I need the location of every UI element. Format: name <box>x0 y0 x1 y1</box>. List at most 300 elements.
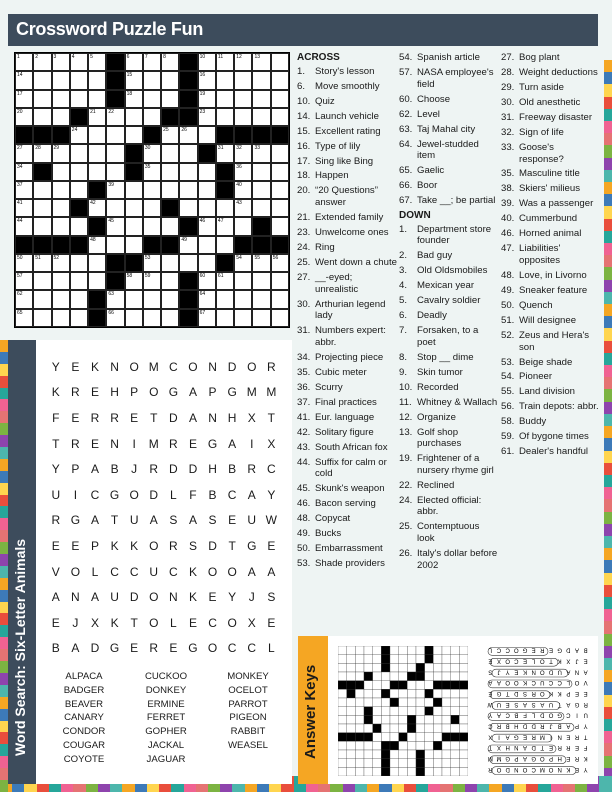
crossword-cell[interactable] <box>88 126 106 144</box>
word-search-letter[interactable]: L <box>170 615 177 630</box>
word-search-letter[interactable]: O <box>149 590 159 605</box>
word-search-letter[interactable]: G <box>247 538 257 553</box>
word-search-letter[interactable]: R <box>110 410 119 425</box>
word-search-letter[interactable]: N <box>71 590 80 605</box>
word-search-letter[interactable]: O <box>227 564 237 579</box>
crossword-cell[interactable] <box>15 254 33 272</box>
crossword-cell[interactable] <box>234 309 252 327</box>
crossword-cell[interactable] <box>252 309 270 327</box>
crossword-cell[interactable] <box>15 309 33 327</box>
crossword-cell[interactable] <box>52 90 70 108</box>
crossword-cell[interactable] <box>198 199 216 217</box>
crossword-cell[interactable] <box>52 181 70 199</box>
crossword-cell[interactable] <box>234 163 252 181</box>
crossword-cell[interactable] <box>70 90 88 108</box>
word-search-letter[interactable]: R <box>247 462 257 477</box>
word-search-letter[interactable]: E <box>208 590 217 605</box>
crossword-cell[interactable] <box>216 71 234 89</box>
crossword-cell[interactable] <box>234 71 252 89</box>
crossword-cell[interactable] <box>198 90 216 108</box>
word-search-letter[interactable]: B <box>208 487 217 502</box>
crossword-cell[interactable] <box>216 290 234 308</box>
word-search-letter[interactable]: E <box>90 436 99 451</box>
crossword-cell[interactable] <box>252 272 270 290</box>
word-search-letter[interactable]: K <box>110 538 119 553</box>
crossword-cell[interactable] <box>252 181 270 199</box>
crossword-cell[interactable] <box>179 144 197 162</box>
word-search-letter[interactable]: O <box>247 359 257 374</box>
crossword-cell[interactable] <box>52 290 70 308</box>
crossword-cell[interactable] <box>106 144 124 162</box>
word-search-letter[interactable]: G <box>70 513 81 528</box>
word-search-letter[interactable]: B <box>51 641 60 656</box>
crossword-cell[interactable] <box>271 144 289 162</box>
crossword-cell[interactable] <box>125 217 143 235</box>
crossword-cell[interactable] <box>15 290 33 308</box>
word-search-letter[interactable]: P <box>130 385 139 400</box>
word-search-letter[interactable]: R <box>149 462 159 477</box>
word-search-letter[interactable]: Y <box>51 462 60 477</box>
word-search-letter[interactable]: C <box>227 487 237 502</box>
crossword-cell[interactable] <box>70 217 88 235</box>
word-search-letter[interactable]: D <box>149 487 159 502</box>
word-search-letter[interactable]: O <box>188 359 198 374</box>
word-search-letter[interactable]: T <box>52 436 60 451</box>
crossword-cell[interactable] <box>179 126 197 144</box>
crossword-cell[interactable] <box>252 90 270 108</box>
crossword-cell[interactable] <box>125 71 143 89</box>
crossword-cell[interactable] <box>252 163 270 181</box>
crossword-cell[interactable] <box>33 53 51 71</box>
crossword-cell[interactable] <box>252 290 270 308</box>
crossword-cell[interactable] <box>179 254 197 272</box>
crossword-cell[interactable] <box>271 217 289 235</box>
crossword-cell[interactable] <box>252 144 270 162</box>
crossword-cell[interactable] <box>271 163 289 181</box>
word-search-letter[interactable]: F <box>189 487 197 502</box>
crossword-cell[interactable] <box>33 144 51 162</box>
crossword-cell[interactable] <box>216 90 234 108</box>
word-search-letter[interactable]: B <box>228 462 237 477</box>
word-search-letter[interactable]: C <box>169 564 178 579</box>
word-search-letter[interactable]: J <box>248 590 255 605</box>
word-search-letter[interactable]: D <box>188 462 198 477</box>
word-search-letter[interactable]: K <box>130 538 139 553</box>
word-search-letter[interactable]: C <box>110 564 119 579</box>
word-search-letter[interactable]: A <box>267 564 276 579</box>
crossword-cell[interactable] <box>161 71 179 89</box>
crossword-cell[interactable] <box>161 144 179 162</box>
crossword-cell[interactable] <box>70 254 88 272</box>
crossword-cell[interactable] <box>52 71 70 89</box>
word-search-letter[interactable]: G <box>109 487 120 502</box>
crossword-cell[interactable] <box>143 272 161 290</box>
crossword-cell[interactable] <box>143 181 161 199</box>
crossword-cell[interactable] <box>15 71 33 89</box>
crossword-cell[interactable] <box>52 217 70 235</box>
crossword-cell[interactable] <box>33 71 51 89</box>
word-search-letter[interactable]: C <box>208 615 217 630</box>
word-search-letter[interactable]: R <box>266 359 276 374</box>
crossword-cell[interactable] <box>252 199 270 217</box>
word-search-letter[interactable]: U <box>110 590 119 605</box>
crossword-cell[interactable] <box>106 126 124 144</box>
word-search-letter[interactable]: S <box>208 513 217 528</box>
word-search-letter[interactable]: A <box>90 513 99 528</box>
crossword-cell[interactable] <box>216 217 234 235</box>
word-search-letter[interactable]: C <box>266 462 276 477</box>
word-search-letter[interactable]: G <box>109 641 120 656</box>
word-search-letter[interactable]: G <box>227 385 237 400</box>
crossword-cell[interactable] <box>15 272 33 290</box>
crossword-cell[interactable] <box>271 108 289 126</box>
word-search-letter[interactable]: E <box>51 615 60 630</box>
crossword-cell[interactable] <box>125 181 143 199</box>
word-search-letter[interactable]: C <box>227 641 237 656</box>
crossword-cell[interactable] <box>88 272 106 290</box>
word-search-letter[interactable]: N <box>110 436 119 451</box>
crossword-cell[interactable] <box>161 254 179 272</box>
word-search-letter[interactable]: A <box>247 564 256 579</box>
crossword-cell[interactable] <box>106 236 124 254</box>
crossword-cell[interactable] <box>88 53 106 71</box>
crossword-cell[interactable] <box>271 309 289 327</box>
crossword-cell[interactable] <box>252 53 270 71</box>
word-search-letter[interactable]: T <box>130 615 138 630</box>
word-search-letter[interactable]: D <box>90 641 100 656</box>
word-search-letter[interactable]: L <box>170 487 177 502</box>
word-search-letter[interactable]: E <box>71 359 80 374</box>
crossword-cell[interactable] <box>15 90 33 108</box>
crossword-cell[interactable] <box>216 236 234 254</box>
crossword-cell[interactable] <box>106 290 124 308</box>
word-search-letter[interactable]: T <box>267 410 275 425</box>
word-search-letter[interactable]: R <box>90 410 100 425</box>
word-search-letter[interactable]: H <box>110 385 119 400</box>
word-search-letter[interactable]: D <box>129 590 139 605</box>
crossword-cell[interactable] <box>271 53 289 71</box>
crossword-cell[interactable] <box>271 199 289 217</box>
word-search-letter[interactable]: P <box>208 385 217 400</box>
word-search-letter[interactable]: C <box>247 641 257 656</box>
crossword-cell[interactable] <box>143 53 161 71</box>
crossword-cell[interactable] <box>88 108 106 126</box>
word-search-letter[interactable]: B <box>110 462 119 477</box>
crossword-cell[interactable] <box>161 126 179 144</box>
crossword-cell[interactable] <box>198 254 216 272</box>
word-search-letter[interactable]: G <box>207 436 218 451</box>
crossword-cell[interactable] <box>15 163 33 181</box>
crossword-cell[interactable] <box>106 199 124 217</box>
word-search-letter[interactable]: N <box>110 359 119 374</box>
crossword-cell[interactable] <box>234 53 252 71</box>
crossword-cell[interactable] <box>143 199 161 217</box>
word-search-letter[interactable]: X <box>247 615 256 630</box>
crossword-cell[interactable] <box>216 108 234 126</box>
crossword-cell[interactable] <box>52 108 70 126</box>
word-search-letter[interactable]: D <box>227 359 237 374</box>
crossword-cell[interactable] <box>33 254 51 272</box>
crossword-cell[interactable] <box>143 90 161 108</box>
word-search-letter[interactable]: K <box>90 359 99 374</box>
word-search-letter[interactable]: E <box>188 436 197 451</box>
word-search-letter[interactable]: D <box>208 538 217 553</box>
word-search-letter[interactable]: D <box>169 462 178 477</box>
crossword-cell[interactable] <box>198 236 216 254</box>
word-search-letter[interactable]: E <box>267 538 276 553</box>
crossword-cell[interactable] <box>161 309 179 327</box>
crossword-cell[interactable] <box>234 90 252 108</box>
word-search-letter[interactable]: S <box>267 590 276 605</box>
word-search-letter[interactable]: E <box>51 538 60 553</box>
crossword-cell[interactable] <box>15 53 33 71</box>
word-search-letter[interactable]: O <box>227 615 237 630</box>
crossword-cell[interactable] <box>216 309 234 327</box>
word-search-letter[interactable]: R <box>149 641 159 656</box>
crossword-cell[interactable] <box>252 108 270 126</box>
crossword-cell[interactable] <box>106 108 124 126</box>
word-search-letter[interactable]: A <box>90 462 99 477</box>
crossword-cell[interactable] <box>15 199 33 217</box>
word-search-letter[interactable]: R <box>169 538 178 553</box>
crossword-cell[interactable] <box>70 126 88 144</box>
word-search-letter[interactable]: M <box>266 385 277 400</box>
crossword-cell[interactable] <box>88 71 106 89</box>
crossword-cell[interactable] <box>179 181 197 199</box>
word-search-letter[interactable]: A <box>51 590 60 605</box>
crossword-cell[interactable] <box>70 71 88 89</box>
word-search-letter[interactable]: O <box>129 359 139 374</box>
crossword-cell[interactable] <box>234 290 252 308</box>
crossword-cell[interactable] <box>125 290 143 308</box>
crossword-cell[interactable] <box>70 181 88 199</box>
word-search-letter[interactable]: Y <box>267 487 276 502</box>
crossword-cell[interactable] <box>161 217 179 235</box>
crossword-cell[interactable] <box>33 272 51 290</box>
crossword-cell[interactable] <box>271 272 289 290</box>
crossword-cell[interactable] <box>15 217 33 235</box>
crossword-cell[interactable] <box>143 108 161 126</box>
word-search-letter[interactable]: J <box>72 615 79 630</box>
crossword-cell[interactable] <box>143 290 161 308</box>
word-search-letter[interactable]: C <box>169 359 178 374</box>
crossword-cell[interactable] <box>252 254 270 272</box>
word-search-letter[interactable]: H <box>227 410 237 425</box>
word-search-letter[interactable]: O <box>207 564 218 579</box>
word-search-letter[interactable]: A <box>247 487 256 502</box>
word-search-letter[interactable]: E <box>228 513 237 528</box>
crossword-cell[interactable] <box>33 217 51 235</box>
word-search-letter[interactable]: A <box>149 513 158 528</box>
crossword-cell[interactable] <box>161 163 179 181</box>
crossword-cell[interactable] <box>143 163 161 181</box>
word-search-letter[interactable]: K <box>51 385 60 400</box>
crossword-cell[interactable] <box>88 163 106 181</box>
word-search-letter[interactable]: N <box>169 590 178 605</box>
word-search-letter[interactable]: S <box>188 538 197 553</box>
crossword-cell[interactable] <box>15 108 33 126</box>
word-search-letter[interactable]: E <box>71 538 80 553</box>
word-search-letter[interactable]: E <box>130 641 139 656</box>
crossword-cell[interactable] <box>70 290 88 308</box>
crossword-cell[interactable] <box>216 272 234 290</box>
word-search-letter[interactable]: A <box>90 590 99 605</box>
crossword-cell[interactable] <box>52 163 70 181</box>
crossword-cell[interactable] <box>198 53 216 71</box>
crossword-cell[interactable] <box>198 217 216 235</box>
word-search-letter[interactable]: E <box>90 385 99 400</box>
crossword-cell[interactable] <box>216 199 234 217</box>
crossword-cell[interactable] <box>271 254 289 272</box>
crossword-cell[interactable] <box>70 53 88 71</box>
crossword-cell[interactable] <box>106 217 124 235</box>
crossword-cell[interactable] <box>33 290 51 308</box>
crossword-cell[interactable] <box>143 71 161 89</box>
crossword-cell[interactable] <box>143 144 161 162</box>
crossword-cell[interactable] <box>271 71 289 89</box>
crossword-cell[interactable] <box>70 144 88 162</box>
word-search-letter[interactable]: A <box>228 436 237 451</box>
word-search-letter[interactable]: C <box>129 564 139 579</box>
crossword-cell[interactable] <box>234 108 252 126</box>
word-search-letter[interactable]: U <box>149 564 159 579</box>
word-search-letter[interactable]: A <box>188 385 197 400</box>
word-search-letter[interactable]: U <box>129 513 139 528</box>
crossword-cell[interactable] <box>52 144 70 162</box>
crossword-cell[interactable] <box>52 309 70 327</box>
crossword-cell[interactable] <box>179 163 197 181</box>
crossword-cell[interactable] <box>52 272 70 290</box>
word-search-letter[interactable]: K <box>188 590 197 605</box>
crossword-cell[interactable] <box>70 163 88 181</box>
crossword-cell[interactable] <box>15 181 33 199</box>
word-search-letter[interactable]: E <box>71 410 80 425</box>
crossword-cell[interactable] <box>271 290 289 308</box>
crossword-cell[interactable] <box>234 181 252 199</box>
crossword-cell[interactable] <box>125 126 143 144</box>
word-search-letter[interactable]: N <box>208 410 217 425</box>
crossword-cell[interactable] <box>52 53 70 71</box>
word-search-letter[interactable]: X <box>267 436 276 451</box>
crossword-cell[interactable] <box>179 236 197 254</box>
word-search-letter[interactable]: L <box>91 564 99 579</box>
crossword-cell[interactable] <box>125 272 143 290</box>
word-search-letter[interactable]: W <box>265 513 277 528</box>
crossword-cell[interactable] <box>198 163 216 181</box>
word-search-letter[interactable]: Y <box>51 359 60 374</box>
crossword-cell[interactable] <box>161 90 179 108</box>
word-search-letter[interactable]: F <box>52 410 60 425</box>
word-search-letter[interactable]: E <box>267 615 276 630</box>
crossword-cell[interactable] <box>88 199 106 217</box>
crossword-cell[interactable] <box>161 181 179 199</box>
crossword-cell[interactable] <box>125 199 143 217</box>
word-search-letter[interactable]: T <box>110 513 119 528</box>
word-search-letter[interactable]: O <box>129 487 139 502</box>
word-search-letter[interactable]: C <box>90 487 100 502</box>
word-search-letter[interactable]: R <box>71 436 80 451</box>
crossword-cell[interactable] <box>198 71 216 89</box>
crossword-cell[interactable] <box>234 272 252 290</box>
crossword-cell[interactable] <box>106 309 124 327</box>
word-search-letter[interactable]: H <box>208 462 217 477</box>
word-search-letter[interactable]: J <box>131 462 138 477</box>
crossword-cell[interactable] <box>271 181 289 199</box>
word-search-letter[interactable]: X <box>90 615 99 630</box>
word-search-letter[interactable]: E <box>188 615 197 630</box>
word-search-letter[interactable]: G <box>188 641 198 656</box>
word-search-letter[interactable]: T <box>228 538 236 553</box>
crossword-cell[interactable] <box>161 53 179 71</box>
crossword-cell[interactable] <box>88 254 106 272</box>
word-search-letter[interactable]: O <box>70 564 81 579</box>
word-search-letter[interactable]: N <box>208 359 217 374</box>
crossword-cell[interactable] <box>125 236 143 254</box>
word-search-letter[interactable]: I <box>250 436 254 451</box>
crossword-cell[interactable] <box>33 309 51 327</box>
crossword-cell[interactable] <box>271 90 289 108</box>
word-search-letter[interactable]: M <box>246 385 257 400</box>
word-search-letter[interactable]: M <box>148 359 159 374</box>
word-search-letter[interactable]: X <box>247 410 256 425</box>
crossword-cell[interactable] <box>125 108 143 126</box>
crossword-cell[interactable] <box>106 163 124 181</box>
crossword-cell[interactable] <box>70 309 88 327</box>
crossword-cell[interactable] <box>52 199 70 217</box>
crossword-cell[interactable] <box>88 144 106 162</box>
word-search-letter[interactable]: K <box>188 564 197 579</box>
word-search-letter[interactable]: L <box>267 641 275 656</box>
word-search-letter[interactable]: U <box>247 513 257 528</box>
crossword-cell[interactable] <box>198 108 216 126</box>
word-search-letter[interactable]: A <box>71 641 80 656</box>
word-search-letter[interactable]: O <box>149 385 159 400</box>
word-search-letter[interactable]: S <box>169 513 178 528</box>
word-search-letter[interactable]: R <box>71 385 80 400</box>
word-search-letter[interactable]: T <box>150 410 158 425</box>
word-search-letter[interactable]: V <box>51 564 60 579</box>
crossword-cell[interactable] <box>198 181 216 199</box>
crossword-cell[interactable] <box>70 272 88 290</box>
crossword-cell[interactable] <box>161 272 179 290</box>
word-search-letter[interactable]: P <box>71 462 80 477</box>
word-search-letter[interactable]: E <box>130 410 139 425</box>
crossword-cell[interactable] <box>88 90 106 108</box>
crossword-cell[interactable] <box>198 272 216 290</box>
crossword-cell[interactable] <box>33 181 51 199</box>
crossword-cell[interactable] <box>234 217 252 235</box>
crossword-cell[interactable] <box>252 71 270 89</box>
crossword-cell[interactable] <box>234 199 252 217</box>
crossword-cell[interactable] <box>161 290 179 308</box>
word-search-letter[interactable]: R <box>51 513 61 528</box>
word-search-letter[interactable]: E <box>169 641 178 656</box>
crossword-cell[interactable] <box>88 236 106 254</box>
crossword-cell[interactable] <box>125 309 143 327</box>
crossword-cell[interactable] <box>143 217 161 235</box>
crossword-cell[interactable] <box>15 144 33 162</box>
word-search-letter[interactable]: O <box>149 538 159 553</box>
crossword-cell[interactable] <box>33 90 51 108</box>
word-search-letter[interactable]: O <box>149 615 159 630</box>
crossword-cell[interactable] <box>216 53 234 71</box>
crossword-cell[interactable] <box>125 90 143 108</box>
word-search-letter[interactable]: A <box>188 410 197 425</box>
crossword-cell[interactable] <box>198 309 216 327</box>
crossword-cell[interactable] <box>33 108 51 126</box>
word-search-letter[interactable]: P <box>90 538 99 553</box>
word-search-letter[interactable]: I <box>132 436 136 451</box>
